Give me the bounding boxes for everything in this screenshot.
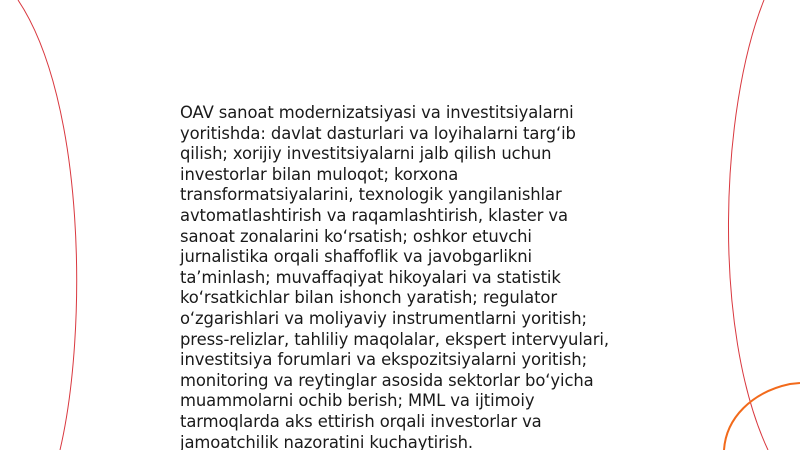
body-paragraph: OAV sanoat modernizatsiyasi va investitsiyalarni yoritishda: davlat dasturlari va loyihalarni targ‘ib qilish; xorijiy investitsiyalarni jalb qilish uchun investorlar bilan muloqot; korxona transformatsiyalarini, texnologik yangilanishlar avtomatlashtirish va raqamlashtirish, klaster va sanoat zonalarini ko‘rsatish; oshkor etuvchi jurnalistika orqali shaffoflik va javobgarlikni ta’minlash; muvaffaqiyat hikoyalari va statistik ko‘rsatkichlar bilan ishonch yaratish; regulator o‘zgarishlari va moliyaviy instrumentlarni yoritish; press-relizlar, tahliliy maqolalar, ekspert intervyulari, investitsiya forumlari va ekspozitsiyalarni yoritish; monitoring va reytinglar asosida sektorlar bo‘yicha muammolarni ochib berish; MML va ijtimoiy tarmoqlarda aks ettirish orqali investorlar va jamoatchilik nazoratini kuchaytirish.	[180, 103, 609, 450]
left-arc	[18, 0, 77, 450]
orange-circle-arc	[724, 383, 800, 450]
right-arc	[728, 0, 768, 450]
